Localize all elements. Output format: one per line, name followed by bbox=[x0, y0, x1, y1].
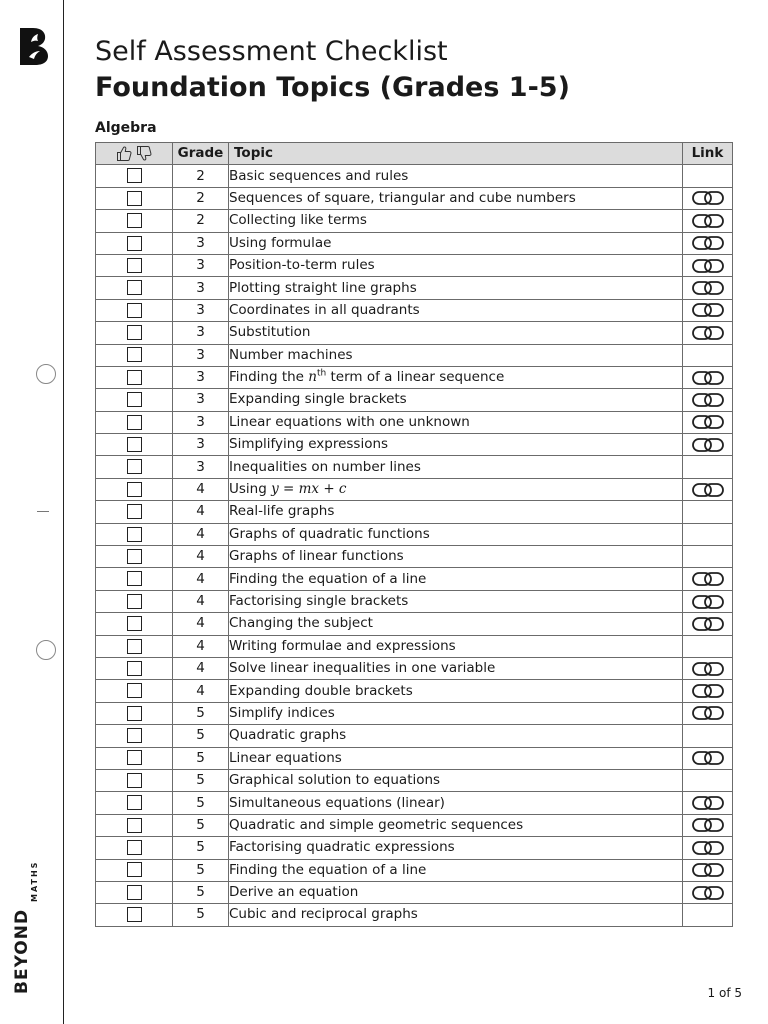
topic-cell: Substitution bbox=[229, 322, 683, 344]
link-cell bbox=[683, 904, 733, 926]
table-row bbox=[96, 254, 733, 276]
assessment-checkbox[interactable] bbox=[127, 840, 142, 855]
link-cell[interactable] bbox=[683, 613, 733, 635]
checkbox-cell bbox=[96, 187, 173, 209]
page-title: Self Assessment Checklist bbox=[95, 36, 448, 67]
grade-cell: 4 bbox=[173, 501, 229, 523]
checkbox-cell bbox=[96, 434, 173, 456]
grade-cell: 5 bbox=[173, 769, 229, 791]
beyond-b-logo-icon bbox=[16, 26, 50, 66]
topic-text: term of a linear sequence bbox=[326, 369, 505, 386]
topic-cell: Position-to-term rules bbox=[229, 254, 683, 276]
grade-cell: 3 bbox=[173, 344, 229, 366]
table-row bbox=[96, 478, 733, 500]
topic-cell: Quadratic and simple geometric sequences bbox=[229, 814, 683, 836]
link-chain-icon[interactable] bbox=[691, 414, 725, 430]
grade-cell: 3 bbox=[173, 322, 229, 344]
checkbox-cell bbox=[96, 725, 173, 747]
assessment-checkbox[interactable] bbox=[127, 482, 142, 497]
link-chain-icon[interactable] bbox=[691, 213, 725, 229]
table-row bbox=[96, 702, 733, 724]
grade-cell: 3 bbox=[173, 434, 229, 456]
table-row bbox=[96, 792, 733, 814]
assessment-checkbox[interactable] bbox=[127, 571, 142, 586]
table-row bbox=[96, 456, 733, 478]
link-cell bbox=[683, 344, 733, 366]
link-cell bbox=[683, 769, 733, 791]
assessment-checkbox[interactable] bbox=[127, 616, 142, 631]
link-cell bbox=[683, 546, 733, 568]
assessment-checkbox[interactable] bbox=[127, 213, 142, 228]
link-cell[interactable] bbox=[683, 702, 733, 724]
assessment-checkbox[interactable] bbox=[127, 706, 142, 721]
table-row bbox=[96, 747, 733, 769]
grade-cell: 3 bbox=[173, 299, 229, 321]
checkbox-cell bbox=[96, 747, 173, 769]
topic-text: Using bbox=[229, 481, 272, 498]
link-chain-icon[interactable] bbox=[691, 280, 725, 296]
checkbox-cell bbox=[96, 657, 173, 679]
checkbox-cell bbox=[96, 389, 173, 411]
topic-cell: Coordinates in all quadrants bbox=[229, 299, 683, 321]
topic-text: th bbox=[316, 368, 327, 379]
topic-cell: Expanding double brackets bbox=[229, 680, 683, 702]
thumbs-down-icon bbox=[136, 145, 152, 162]
checkbox-cell bbox=[96, 254, 173, 276]
table-row bbox=[96, 859, 733, 881]
assessment-checkbox[interactable] bbox=[127, 594, 142, 609]
link-cell bbox=[683, 725, 733, 747]
table-row bbox=[96, 277, 733, 299]
table-row bbox=[96, 881, 733, 903]
link-cell bbox=[683, 165, 733, 187]
checkbox-cell bbox=[96, 837, 173, 859]
topic-text: y = mx + c bbox=[271, 481, 347, 498]
assessment-checkbox[interactable] bbox=[127, 191, 142, 206]
checkbox-cell bbox=[96, 635, 173, 657]
margin-rule bbox=[63, 0, 64, 1024]
topic-cell: Expanding single brackets bbox=[229, 389, 683, 411]
link-chain-icon[interactable] bbox=[691, 750, 725, 766]
topic-cell: Quadratic graphs bbox=[229, 725, 683, 747]
link-cell[interactable] bbox=[683, 814, 733, 836]
assessment-checkbox[interactable] bbox=[127, 325, 142, 340]
topic-cell: Derive an equation bbox=[229, 881, 683, 903]
grade-cell: 4 bbox=[173, 657, 229, 679]
topic-cell: Graphs of quadratic functions bbox=[229, 523, 683, 545]
checkbox-cell bbox=[96, 568, 173, 590]
assessment-checkbox[interactable] bbox=[127, 773, 142, 788]
checkbox-cell bbox=[96, 165, 173, 187]
link-cell[interactable] bbox=[683, 411, 733, 433]
topic-cell: Graphs of linear functions bbox=[229, 546, 683, 568]
link-chain-icon[interactable] bbox=[691, 840, 725, 856]
assessment-checkbox[interactable] bbox=[127, 437, 142, 452]
grade-cell: 3 bbox=[173, 254, 229, 276]
topic-cell: Linear equations with one unknown bbox=[229, 411, 683, 433]
grade-cell: 5 bbox=[173, 747, 229, 769]
table-row bbox=[96, 165, 733, 187]
topic-cell: Factorising single brackets bbox=[229, 590, 683, 612]
checkbox-cell bbox=[96, 523, 173, 545]
grade-header: Grade bbox=[173, 143, 229, 165]
topic-cell: Linear equations bbox=[229, 747, 683, 769]
table-row bbox=[96, 232, 733, 254]
grade-cell: 3 bbox=[173, 366, 229, 388]
topic-cell: Cubic and reciprocal graphs bbox=[229, 904, 683, 926]
topic-cell: Changing the subject bbox=[229, 613, 683, 635]
assessment-checkbox[interactable] bbox=[127, 683, 142, 698]
table-row bbox=[96, 837, 733, 859]
table-row bbox=[96, 501, 733, 523]
brand-name: BEYOND bbox=[12, 908, 32, 994]
grade-cell: 3 bbox=[173, 389, 229, 411]
brand-wordmark bbox=[12, 858, 45, 998]
assessment-checkbox[interactable] bbox=[127, 459, 142, 474]
grade-cell: 4 bbox=[173, 568, 229, 590]
link-chain-icon[interactable] bbox=[691, 190, 725, 206]
assessment-checkbox[interactable] bbox=[127, 392, 142, 407]
topic-cell: Graphical solution to equations bbox=[229, 769, 683, 791]
table-row bbox=[96, 904, 733, 926]
link-cell[interactable] bbox=[683, 859, 733, 881]
link-chain-icon[interactable] bbox=[691, 795, 725, 811]
checkbox-cell bbox=[96, 680, 173, 702]
topic-cell: Sequences of square, triangular and cube numbers bbox=[229, 187, 683, 209]
grade-cell: 5 bbox=[173, 702, 229, 724]
grade-cell: 5 bbox=[173, 881, 229, 903]
table-row bbox=[96, 344, 733, 366]
grade-cell: 4 bbox=[173, 680, 229, 702]
table-row bbox=[96, 680, 733, 702]
topic-text: Finding the bbox=[229, 369, 309, 386]
table-row bbox=[96, 210, 733, 232]
brand-sub: MATHS bbox=[30, 860, 39, 902]
page-number: 1 of 5 bbox=[707, 986, 742, 1000]
assessment-checkbox[interactable] bbox=[127, 258, 142, 273]
grade-cell: 4 bbox=[173, 546, 229, 568]
assessment-header bbox=[96, 143, 173, 165]
checkbox-cell bbox=[96, 456, 173, 478]
checkbox-cell bbox=[96, 792, 173, 814]
link-cell bbox=[683, 456, 733, 478]
link-cell[interactable] bbox=[683, 747, 733, 769]
assessment-checkbox[interactable] bbox=[127, 168, 142, 183]
grade-cell: 4 bbox=[173, 478, 229, 500]
grade-cell: 5 bbox=[173, 725, 229, 747]
assessment-checkbox[interactable] bbox=[127, 795, 142, 810]
link-cell[interactable] bbox=[683, 792, 733, 814]
checkbox-cell bbox=[96, 478, 173, 500]
link-chain-icon[interactable] bbox=[691, 392, 725, 408]
grade-cell: 4 bbox=[173, 590, 229, 612]
link-cell[interactable] bbox=[683, 187, 733, 209]
checkbox-cell bbox=[96, 702, 173, 724]
link-cell[interactable] bbox=[683, 277, 733, 299]
table-row bbox=[96, 657, 733, 679]
table-row bbox=[96, 635, 733, 657]
link-chain-icon[interactable] bbox=[691, 616, 725, 632]
link-cell bbox=[683, 635, 733, 657]
grade-cell: 3 bbox=[173, 277, 229, 299]
assessment-checkbox[interactable] bbox=[127, 415, 142, 430]
assessment-checkbox[interactable] bbox=[127, 280, 142, 295]
grade-cell: 2 bbox=[173, 210, 229, 232]
topic-cell: Real-life graphs bbox=[229, 501, 683, 523]
table-row bbox=[96, 546, 733, 568]
assessment-checkbox[interactable] bbox=[127, 818, 142, 833]
assessment-checkbox[interactable] bbox=[127, 549, 142, 564]
table-row bbox=[96, 187, 733, 209]
table-row bbox=[96, 568, 733, 590]
assessment-checkbox[interactable] bbox=[127, 728, 142, 743]
table-row bbox=[96, 411, 733, 433]
checkbox-cell bbox=[96, 546, 173, 568]
link-cell[interactable] bbox=[683, 478, 733, 500]
link-cell[interactable] bbox=[683, 881, 733, 903]
link-cell[interactable] bbox=[683, 254, 733, 276]
assessment-checkbox[interactable] bbox=[127, 907, 142, 922]
topic-cell: Solve linear inequalities in one variable bbox=[229, 657, 683, 679]
grade-cell: 5 bbox=[173, 904, 229, 926]
link-chain-icon[interactable] bbox=[691, 437, 725, 453]
topic-cell: Collecting like terms bbox=[229, 210, 683, 232]
fold-mark bbox=[37, 511, 49, 512]
link-chain-icon[interactable] bbox=[691, 258, 725, 274]
assessment-checkbox[interactable] bbox=[127, 527, 142, 542]
table-row bbox=[96, 299, 733, 321]
link-cell[interactable] bbox=[683, 299, 733, 321]
link-chain-icon[interactable] bbox=[691, 571, 725, 587]
thumbs-up-icon bbox=[116, 145, 132, 162]
table-row bbox=[96, 613, 733, 635]
punch-hole bbox=[36, 364, 56, 384]
link-cell[interactable] bbox=[683, 837, 733, 859]
grade-cell: 2 bbox=[173, 165, 229, 187]
assessment-checkbox[interactable] bbox=[127, 639, 142, 654]
punch-hole bbox=[36, 640, 56, 660]
grade-cell: 5 bbox=[173, 814, 229, 836]
table-header-row bbox=[96, 143, 733, 165]
link-cell[interactable] bbox=[683, 322, 733, 344]
topic-cell bbox=[229, 366, 683, 388]
link-chain-icon[interactable] bbox=[691, 235, 725, 251]
assessment-checkbox[interactable] bbox=[127, 885, 142, 900]
checkbox-cell bbox=[96, 232, 173, 254]
link-cell[interactable] bbox=[683, 210, 733, 232]
assessment-checkbox[interactable] bbox=[127, 236, 142, 251]
topic-cell: Factorising quadratic expressions bbox=[229, 837, 683, 859]
link-cell bbox=[683, 523, 733, 545]
grade-cell: 3 bbox=[173, 411, 229, 433]
table-row bbox=[96, 366, 733, 388]
table-row bbox=[96, 523, 733, 545]
link-cell[interactable] bbox=[683, 590, 733, 612]
topic-cell: Finding the equation of a line bbox=[229, 568, 683, 590]
link-cell bbox=[683, 501, 733, 523]
grade-cell: 4 bbox=[173, 613, 229, 635]
checkbox-cell bbox=[96, 859, 173, 881]
table-row bbox=[96, 389, 733, 411]
link-chain-icon[interactable] bbox=[691, 370, 725, 386]
checkbox-cell bbox=[96, 769, 173, 791]
assessment-checkbox[interactable] bbox=[127, 303, 142, 318]
grade-cell: 5 bbox=[173, 837, 229, 859]
topic-cell: Finding the equation of a line bbox=[229, 859, 683, 881]
checkbox-cell bbox=[96, 366, 173, 388]
checkbox-cell bbox=[96, 210, 173, 232]
table-row bbox=[96, 814, 733, 836]
checkbox-cell bbox=[96, 344, 173, 366]
assessment-checkbox[interactable] bbox=[127, 862, 142, 877]
topic-cell bbox=[229, 478, 683, 500]
link-header: Link bbox=[683, 143, 733, 165]
page-subtitle: Foundation Topics (Grades 1-5) bbox=[95, 72, 570, 103]
checkbox-cell bbox=[96, 501, 173, 523]
topic-cell: Basic sequences and rules bbox=[229, 165, 683, 187]
grade-cell: 3 bbox=[173, 456, 229, 478]
link-chain-icon[interactable] bbox=[691, 325, 725, 341]
grade-cell: 4 bbox=[173, 635, 229, 657]
topic-cell: Inequalities on number lines bbox=[229, 456, 683, 478]
table-row bbox=[96, 769, 733, 791]
topic-cell: Number machines bbox=[229, 344, 683, 366]
checkbox-cell bbox=[96, 411, 173, 433]
link-chain-icon[interactable] bbox=[691, 683, 725, 699]
grade-cell: 5 bbox=[173, 792, 229, 814]
checkbox-cell bbox=[96, 881, 173, 903]
grade-cell: 5 bbox=[173, 859, 229, 881]
topic-header: Topic bbox=[229, 143, 683, 165]
link-cell[interactable] bbox=[683, 434, 733, 456]
link-chain-icon[interactable] bbox=[691, 302, 725, 318]
checkbox-cell bbox=[96, 277, 173, 299]
grade-cell: 4 bbox=[173, 523, 229, 545]
checkbox-cell bbox=[96, 613, 173, 635]
topic-cell: Simplifying expressions bbox=[229, 434, 683, 456]
topic-cell: Simultaneous equations (linear) bbox=[229, 792, 683, 814]
link-chain-icon[interactable] bbox=[691, 594, 725, 610]
checkbox-cell bbox=[96, 814, 173, 836]
link-chain-icon[interactable] bbox=[691, 862, 725, 878]
topic-cell: Writing formulae and expressions bbox=[229, 635, 683, 657]
link-chain-icon[interactable] bbox=[691, 705, 725, 721]
checkbox-cell bbox=[96, 322, 173, 344]
assessment-checkbox[interactable] bbox=[127, 370, 142, 385]
section-heading: Algebra bbox=[95, 120, 157, 136]
link-cell[interactable] bbox=[683, 657, 733, 679]
table-row bbox=[96, 434, 733, 456]
link-cell[interactable] bbox=[683, 680, 733, 702]
table-row bbox=[96, 322, 733, 344]
link-chain-icon[interactable] bbox=[691, 482, 725, 498]
grade-cell: 3 bbox=[173, 232, 229, 254]
link-chain-icon[interactable] bbox=[691, 817, 725, 833]
assessment-checkbox[interactable] bbox=[127, 347, 142, 362]
topic-cell: Using formulae bbox=[229, 232, 683, 254]
checkbox-cell bbox=[96, 590, 173, 612]
link-cell[interactable] bbox=[683, 568, 733, 590]
topic-cell: Simplify indices bbox=[229, 702, 683, 724]
grade-cell: 2 bbox=[173, 187, 229, 209]
assessment-checkbox[interactable] bbox=[127, 661, 142, 676]
link-chain-icon[interactable] bbox=[691, 885, 725, 901]
link-cell[interactable] bbox=[683, 389, 733, 411]
table-row bbox=[96, 725, 733, 747]
topic-cell: Plotting straight line graphs bbox=[229, 277, 683, 299]
checkbox-cell bbox=[96, 299, 173, 321]
link-cell[interactable] bbox=[683, 232, 733, 254]
topic-text: n bbox=[308, 369, 317, 386]
assessment-checkbox[interactable] bbox=[127, 750, 142, 765]
assessment-checkbox[interactable] bbox=[127, 504, 142, 519]
checkbox-cell bbox=[96, 904, 173, 926]
link-chain-icon[interactable] bbox=[691, 661, 725, 677]
table-row bbox=[96, 590, 733, 612]
checklist-table bbox=[95, 142, 733, 927]
link-cell[interactable] bbox=[683, 366, 733, 388]
